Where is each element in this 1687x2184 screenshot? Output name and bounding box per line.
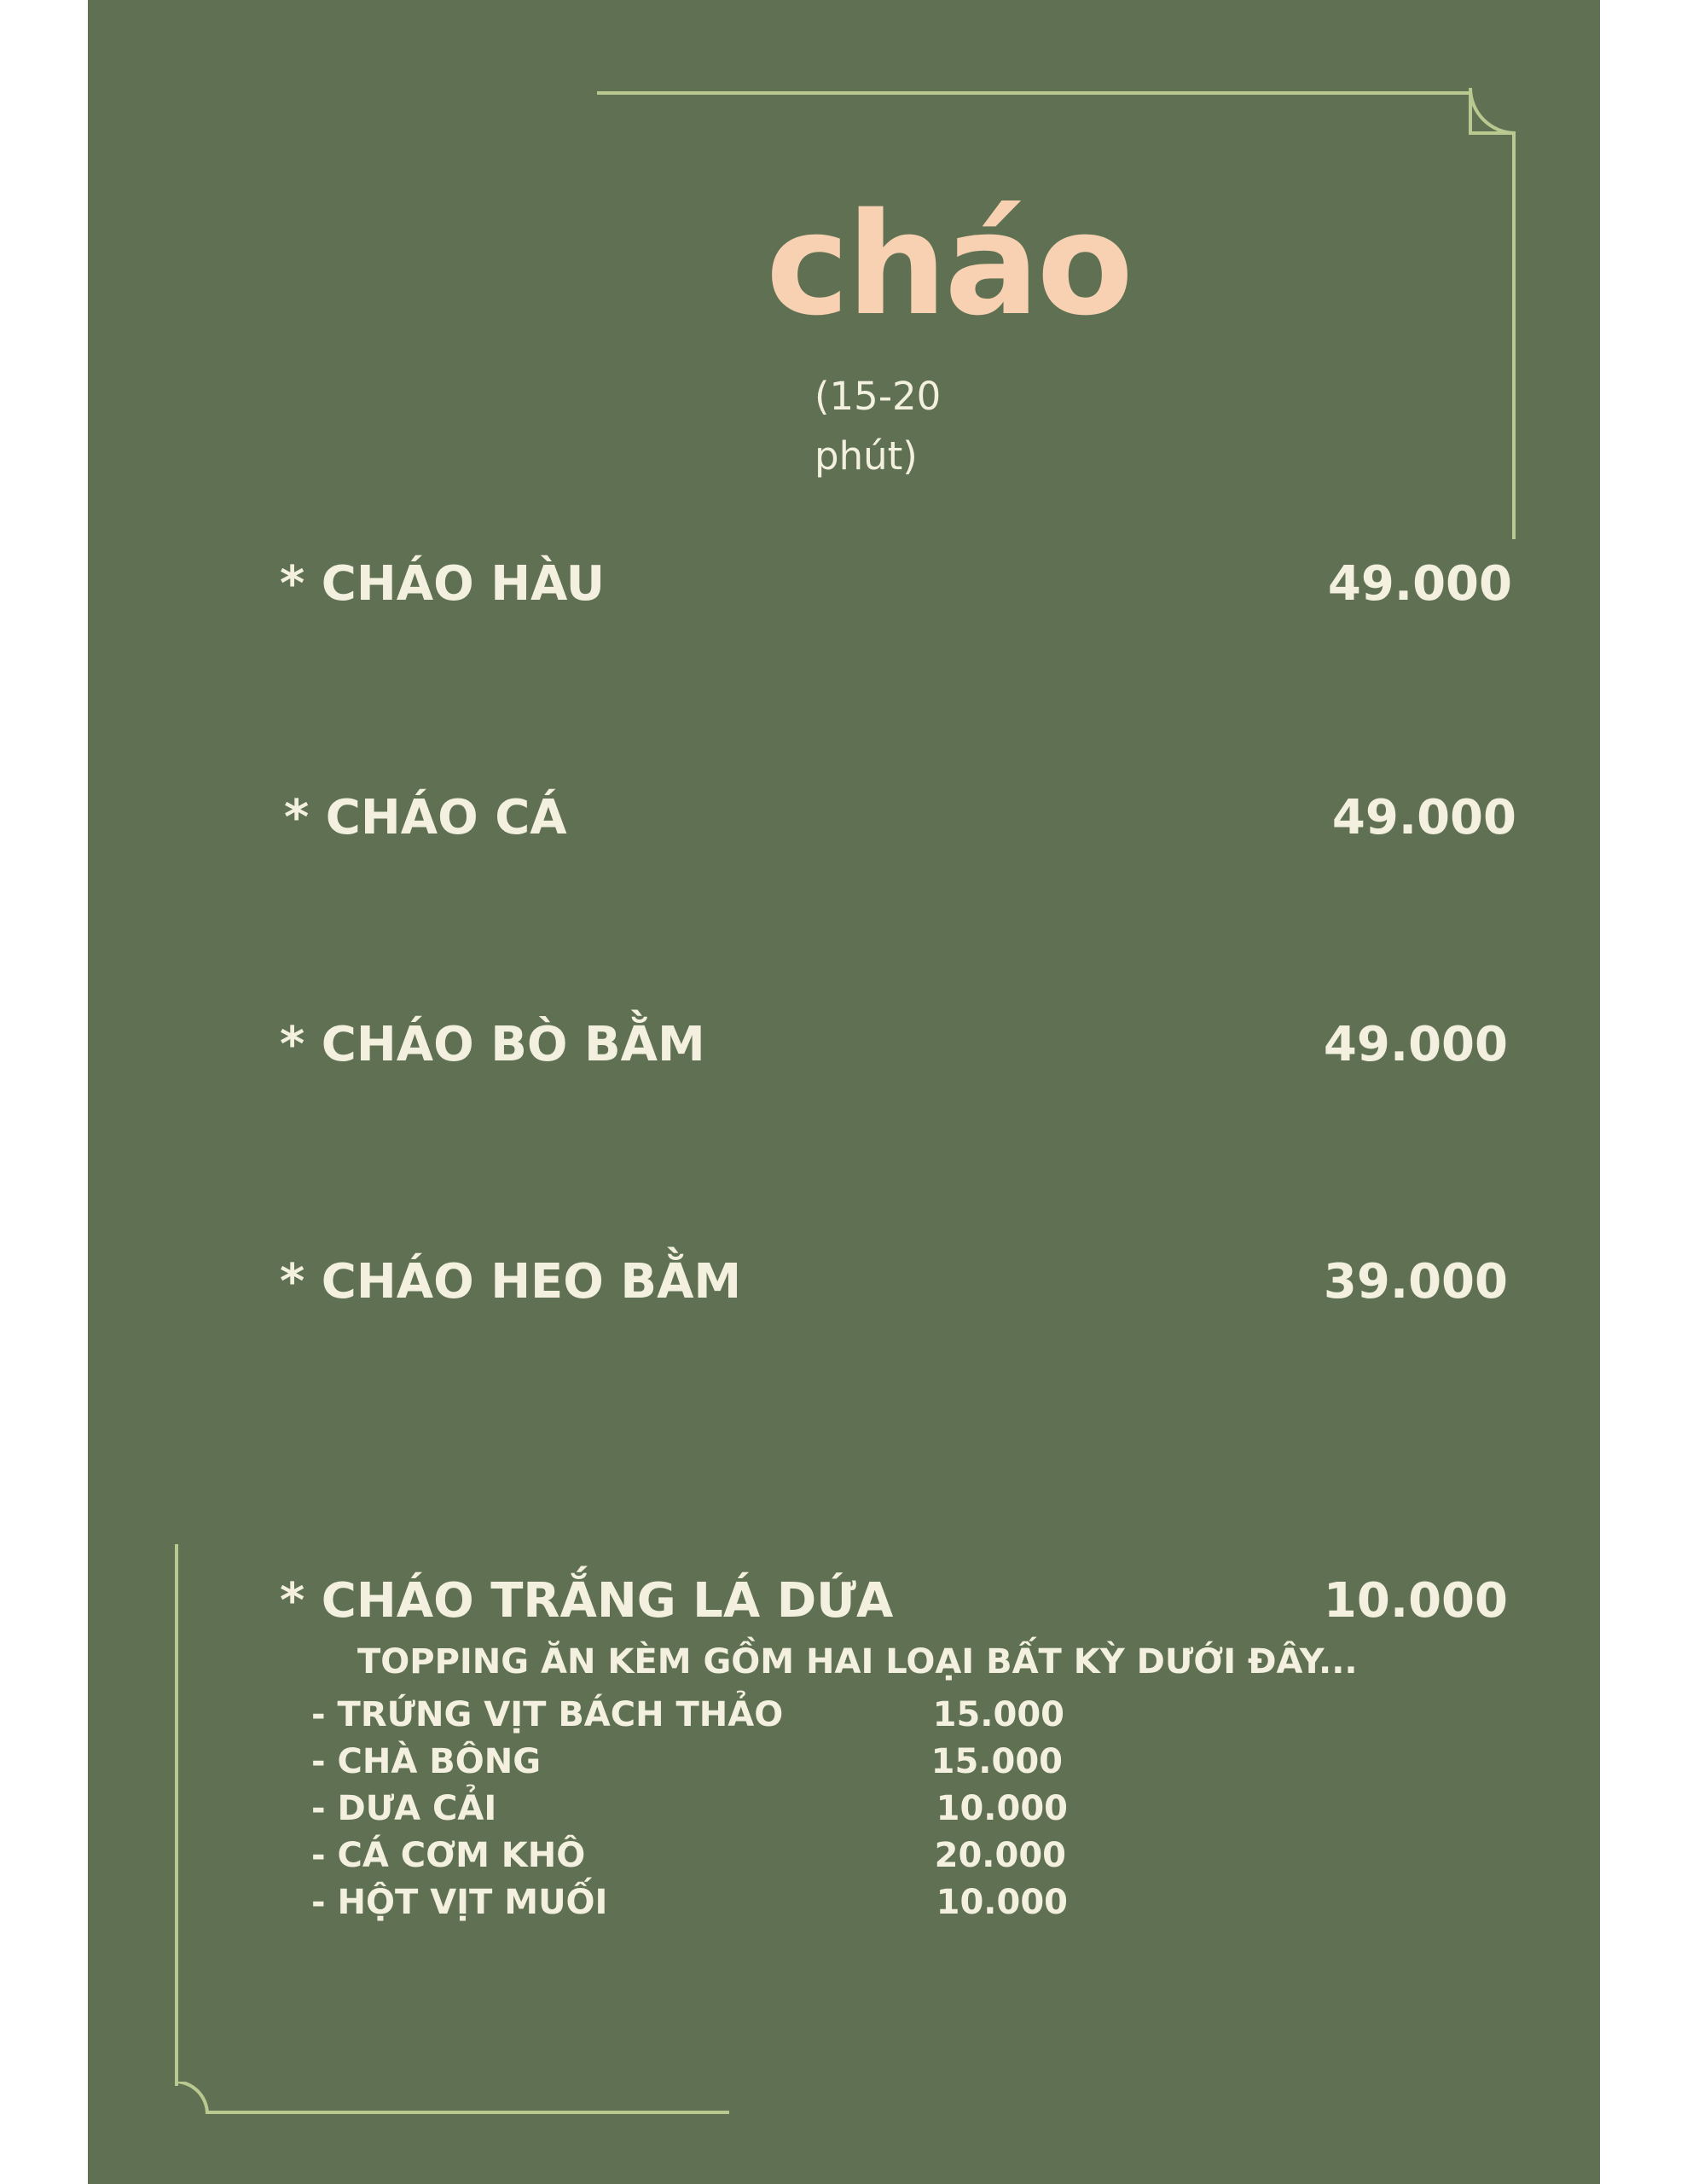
menu-item-price: 49.000	[1327, 556, 1512, 612]
topping-price: 15.000	[930, 1742, 1063, 1781]
frame-top-right-corner	[1469, 91, 1516, 135]
menu-item-name: * CHÁO TRẮNG LÁ DỨA	[280, 1573, 894, 1629]
frame-left-line	[175, 1544, 178, 2086]
frame-bottom-left-corner	[175, 2082, 209, 2114]
frame-top-line	[597, 91, 1469, 95]
menu-item-name: * CHÁO BÒ BẰM	[280, 1017, 705, 1072]
topping-name: - DƯA CẢI	[311, 1789, 497, 1828]
menu-item-price: 49.000	[1331, 790, 1516, 845]
page-title: cháo	[766, 183, 1131, 346]
topping-name: - HỘT VỊT MUỐI	[311, 1883, 608, 1922]
topping-name: - CHÀ BÔNG	[311, 1742, 542, 1781]
topping-price: 20.000	[934, 1836, 1066, 1875]
menu-item-price: 10.000	[1323, 1573, 1508, 1629]
menu-item-name: * CHÁO CÁ	[284, 790, 567, 845]
topping-price: 10.000	[936, 1789, 1068, 1828]
frame-right-line	[1512, 131, 1516, 539]
menu-item-price: 39.000	[1323, 1254, 1508, 1310]
page-subtitle: (15-20 phút)	[815, 374, 942, 479]
frame-bottom-line	[206, 2111, 729, 2114]
menu-page	[88, 0, 1600, 2184]
topping-price: 15.000	[932, 1695, 1064, 1734]
topping-name: - TRỨNG VỊT BÁCH THẢO	[311, 1695, 784, 1734]
menu-item-name: * CHÁO HEO BẰM	[280, 1254, 742, 1310]
menu-item-name: * CHÁO HÀU	[280, 556, 606, 612]
topping-name: - CÁ CƠM KHÔ	[311, 1836, 586, 1875]
topping-heading: TOPPING ĂN KÈM GỒM HAI LOẠI BẤT KỲ DƯỚI ĐÂY...	[357, 1642, 1358, 1682]
topping-price: 10.000	[936, 1883, 1068, 1922]
menu-item-price: 49.000	[1323, 1017, 1508, 1072]
